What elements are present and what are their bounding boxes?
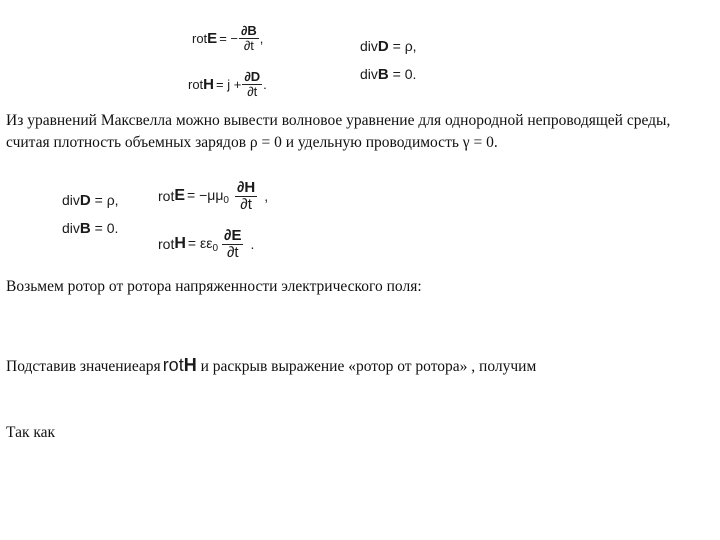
eq-lhs: div — [62, 220, 80, 236]
eq-lhs: rot — [158, 236, 175, 253]
eq-rhs: = 0. — [90, 220, 119, 236]
eq-fraction — [235, 180, 257, 213]
eq-fraction — [222, 228, 243, 261]
eq-subscript: 0 — [223, 194, 229, 206]
frac-denominator: ∂t — [247, 83, 258, 99]
frac-numerator: ∂H — [236, 179, 256, 196]
eq-lhs: rot — [158, 188, 175, 205]
eq-vector: E — [174, 187, 186, 205]
eq-vector: H — [203, 75, 215, 93]
eq-tail: , — [259, 30, 264, 46]
inline-formula-rot-h: rotH — [162, 355, 197, 375]
eq-fraction — [239, 24, 259, 52]
eq-fraction — [242, 70, 262, 98]
equation-rot-e-2 — [158, 180, 268, 213]
eq-lhs: rot — [188, 76, 204, 92]
rotor-paragraph: Возьмем ротор от ротора напряженности электрического поля: — [6, 278, 422, 295]
eq-vector: B — [377, 66, 389, 83]
frac-numerator: ∂B — [240, 23, 257, 38]
substitution-text-after: и раскрыв выражение «ротор от ротора» , получим — [196, 358, 537, 375]
eq-lhs: rot — [192, 30, 208, 46]
eq-operator: = $-\mu\mu_0$ — [187, 186, 229, 206]
frac-denominator: ∂t — [240, 195, 252, 213]
eq-vector: B — [79, 220, 91, 237]
equation-div-d — [360, 38, 417, 55]
equation-rot-h — [188, 70, 267, 98]
eq-subscript: 0 — [212, 242, 219, 254]
equation-div-d-2 — [62, 192, 119, 209]
eq-operator: = j + — [216, 76, 242, 92]
eq-lhs: div — [360, 38, 378, 54]
frac-numerator: ∂D — [244, 69, 261, 84]
since-paragraph: Так как — [6, 424, 56, 441]
eq-vector: E — [207, 29, 218, 47]
eq-lhs: div — [62, 192, 80, 208]
substitution-text-before: Подставив значениеаря — [6, 358, 161, 375]
eq-rhs: = 0. — [388, 66, 417, 82]
eq-lhs: div — [360, 66, 378, 82]
intro-paragraph: Из уравнений Максвелла можно вывести волновое уравнение для однородной непроводящей среды, считая плотность объемных зарядов ρ = 0 и удельную проводимость γ = 0. — [6, 112, 671, 151]
equation-rot-e — [192, 24, 263, 52]
substitution-paragraph — [6, 354, 706, 378]
eq-operator: = − — [219, 30, 238, 46]
eq-operator: = $\varepsilon\varepsilon_0$ — [187, 234, 219, 254]
equation-div-b-2 — [62, 220, 118, 237]
equation-div-b — [360, 66, 416, 83]
equation-rot-h-2 — [158, 228, 254, 261]
eq-vector: D — [377, 38, 389, 55]
eq-rhs: = ρ, — [388, 38, 417, 54]
eq-rhs: = ρ, — [90, 192, 119, 208]
frac-denominator: ∂t — [243, 37, 254, 53]
frac-denominator: ∂t — [226, 243, 239, 261]
frac-numerator: ∂E — [224, 227, 242, 244]
eq-tail: . — [263, 76, 267, 92]
eq-vector: H — [174, 235, 186, 253]
eq-tail: , — [264, 188, 269, 205]
eq-tail: . — [250, 236, 255, 253]
eq-vector: D — [79, 192, 91, 209]
